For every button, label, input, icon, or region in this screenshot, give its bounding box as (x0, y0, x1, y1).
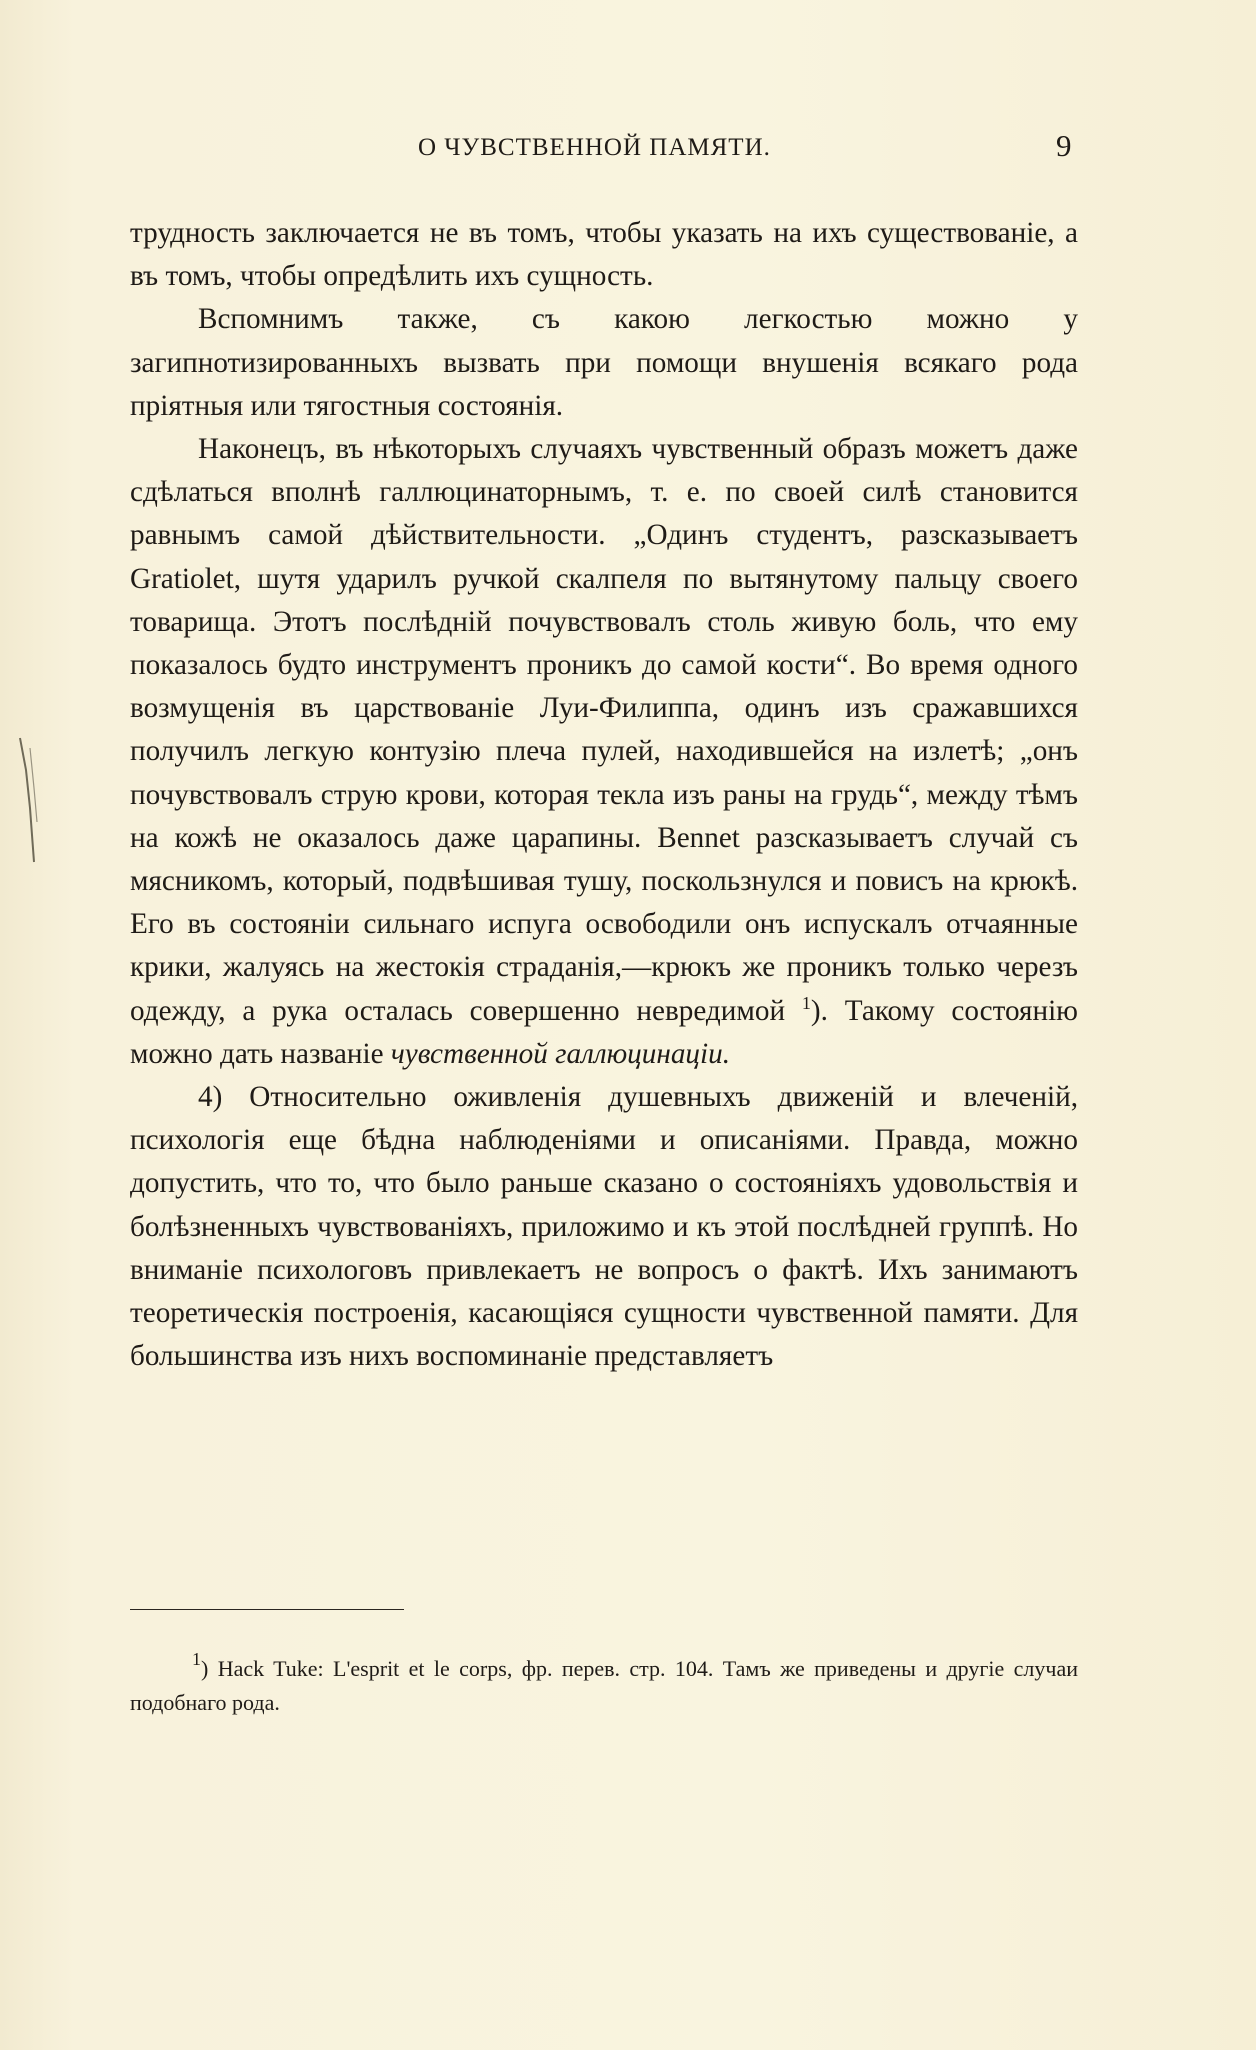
paragraph (130, 212, 1078, 298)
footnote-text (130, 1649, 1078, 1720)
main-text (130, 212, 1078, 1378)
footnote-marker: 1 (192, 1649, 201, 1669)
text-run: трудность заключается не въ томъ, чтобы указать на ихъ существованіе, а въ томъ, чтобы опредѣлить ихъ сущность. (130, 217, 1078, 293)
page-number: 9 (1056, 128, 1072, 163)
footnote-reference: 1 (801, 992, 811, 1013)
footnote (130, 1649, 1078, 1720)
footnote-body: ) Hack Tuke: L'esprit et le corps, фр. перев. стр. 104. Тамъ же приведены и другіе случаи подобнаго рода. (130, 1656, 1078, 1715)
paragraph (130, 428, 1078, 1076)
text-run: Наконецъ, въ нѣкоторыхъ случаяхъ чувственный образъ можетъ даже сдѣлаться вполнѣ галлюцинаторнымъ, т. е. по своей силѣ становится равнымъ самой дѣйствительности. „Одинъ студентъ, разсказываетъ Gratiolet, шутя ударилъ ручкой скалпеля по вытянутому пальцу своего товарища. Этотъ послѣдній почувствовалъ столь живую боль, что ему показалось будто инструментъ проникъ до самой кости“. Во время одного возмущенія въ царствованіе Луи-Филиппа, одинъ изъ сражавшихся получилъ легкую контузію плеча пулей, находившейся на излетѣ; „онъ почувствовалъ струю крови, которая текла изъ раны на грудь“, между тѣмъ на кожѣ не оказалось даже царапины. Bennet разсказываетъ случай съ мясникомъ, который, подвѣшивая тушу, поскользнулся и повисъ на крюкѣ. Его въ состояніи сильнаго испуга освободили онъ испускалъ отчаянные крики, жалуясь на жестокія страданія,—крюкъ же проникъ только черезъ одежду, а рука осталась совершенно невредимой (130, 433, 1078, 1027)
running-header (0, 128, 1256, 178)
page-edge-mark (16, 730, 40, 870)
text-run: ). Такому состоянію можно дать названіе (130, 994, 1078, 1070)
footnote-separator (130, 1609, 404, 1610)
text-run: 4) Относительно оживленія душевныхъ движеній и влеченій, психологія еще бѣдна наблюденіями и описаніями. Правда, можно допустить, что то, что было раньше сказано о состояніяхъ удовольствія и болѣзненныхъ чувствованіяхъ, приложимо и къ этой послѣдней группѣ. Но вниманіе психологовъ привлекаетъ не вопросъ о фактѣ. Ихъ занимаютъ теоретическія построенія, касающіяся сущности чувственной памяти. Для большинства изъ нихъ воспоминаніе представляетъ (130, 1081, 1078, 1373)
italic-term: чувственной галлюцинаціи. (390, 1037, 731, 1070)
text-run: Вспомнимъ также, съ какою легкостью можно у загипнотизированныхъ вызвать при помощи внушенія всякаго рода пріятныя или тягостныя состоянія. (130, 303, 1078, 422)
paragraph (130, 298, 1078, 428)
paragraph (130, 1076, 1078, 1378)
running-title: О ЧУВСТВЕННОЙ ПАМЯТИ. (418, 134, 771, 161)
